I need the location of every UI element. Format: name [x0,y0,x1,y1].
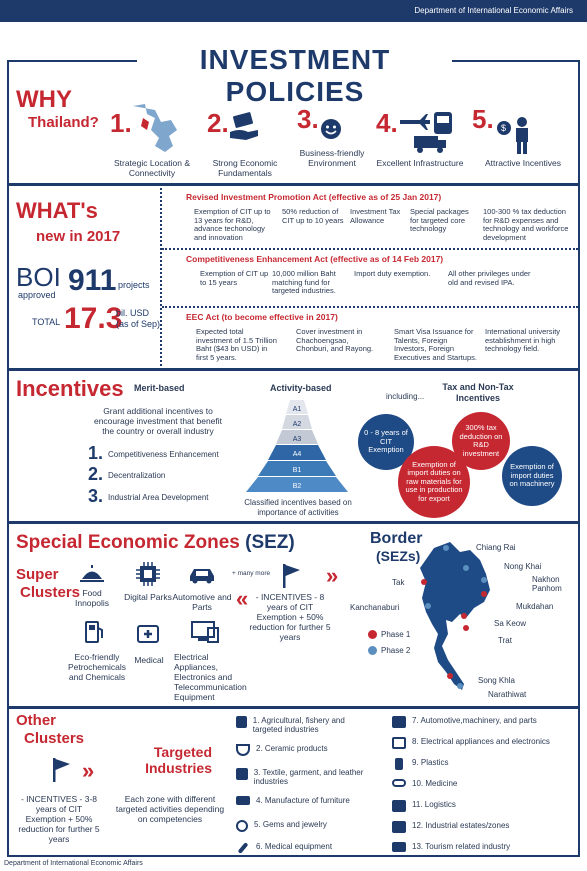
ring-icon [236,820,248,832]
pyramid-label-b1: B1 [292,467,302,474]
page-title: INVESTMENT POLICIES [199,44,391,107]
industry-label: 7. Automotive,machinery, and parts [412,716,537,725]
merit-num-3: 3. [88,486,104,506]
merit-num-2: 2. [88,464,104,484]
map-dot-mukdahan [481,591,487,597]
super-label: Super [16,566,59,583]
fish-plant-icon [236,716,247,728]
why-label-4: Excellent Infrastructure [376,158,464,168]
act-title-1: Revised Investment Promotion Act (effective as of 25 Jan 2017) [186,192,442,202]
industry-item [236,796,376,820]
phase2-label: Phase 2 [381,646,411,655]
act-1-cell-1: Exemption of CIT up to 13 years for R&D, advance techonology and innovation [194,207,271,242]
whats-subheading: new in 2017 [36,228,121,245]
map-dot-sa-keow [461,613,467,619]
truck-icon [392,800,406,812]
act-3-cell-2: Cover investment in Chachoengsao, Chonburi, and Rayong. [296,327,374,353]
industry-label: 13. Tourism related industry [412,842,511,851]
svg-text:$: $ [501,123,507,133]
bottle-icon [395,758,403,770]
pill-icon [392,779,406,787]
act-3-cell-1: Expected total investment of 1.5 Trillion Baht ($43 bn USD) in first 5 years. [196,327,277,362]
beach-icon [392,842,406,852]
transport-icon [398,110,464,154]
whats-heading: WHAT's [16,198,98,223]
industry-label: 5. Gems and jewelry [254,820,327,829]
phase1-label: Phase 1 [381,630,411,639]
act-divider-1 [162,248,578,250]
border-title: Border [370,530,423,547]
why-num-1: 1. [110,108,132,138]
header-bar [0,0,587,22]
industries-left-list [236,716,376,864]
industry-item [392,842,578,863]
industry-item [392,821,578,842]
act-2-cell-3: Import duty exemption. [354,269,431,278]
total-unit: bil. USD (as of Sep) [116,308,161,329]
industry-label: 11. Logistics [412,800,456,809]
header-org: Department of International Economic Affairs [414,6,573,15]
activity-pyramid [232,398,362,494]
bowl-icon [236,744,250,756]
targeted-title: Targeted Industries [145,744,212,776]
sez-heading [16,532,295,554]
industry-label: 9. Plastics [412,758,449,767]
circle-rd-text: 300% tax deduction on R&D investment [459,423,503,458]
act-divider-2 [162,306,578,308]
projects-value: 911 [68,264,117,297]
whats-vertical-divider [160,188,162,366]
act-3-cell-3: Smart Visa Issuance for Talents, Foreign Investors, Foreign Executives and Startups. [394,327,477,362]
pyramid-label-a3: A3 [292,436,302,443]
chevron-right-icon: » [82,758,95,783]
industry-item [236,716,376,740]
sofa-icon [236,796,250,805]
projects-label: projects [118,280,150,290]
location-song-khla: Song Khla [478,676,515,685]
divider-2 [9,368,578,371]
why-subheading: Thailand? [28,114,99,131]
industry-label: 1. Agricultural, fishery and targeted industries [252,716,345,734]
industry-label: 8. Electrical appliances and electronics [412,737,550,746]
total-value: 17.3 [64,302,123,335]
map-dot-kanchanaburi [425,603,431,609]
computer-icon [190,620,220,646]
other-subheading: Clusters [24,730,85,747]
chip-icon [136,562,160,586]
car-icon [188,566,216,584]
act-3-cell-4: International university establishment in high technology field. [485,327,561,353]
syringe-icon [238,842,249,854]
sez-incentive-text: - INCENTIVES - 8 years of CIT Exemption + 50% reduction for further 5 years [249,592,331,642]
money-bag-person-icon [496,116,536,156]
merit-desc: Grant additional incentives to encourage investment that benefit the country or overall industry [93,406,223,436]
merit-item-3: Industrial Area Development [108,493,209,502]
merit-num-1: 1. [88,443,104,463]
pyramid-label-a1: A1 [292,406,302,413]
circle-raw-text: Exemption of import duties on raw materials for use in production for export [405,459,463,503]
divider-3 [9,521,578,524]
shirt-icon [236,768,248,780]
act-2-cell-4: All other privileges under old and revised IPA. [448,269,531,287]
map-dot-narathiwat [457,683,463,689]
money-hand-icon [228,112,262,142]
industry-label: 10. Medicine [412,779,458,788]
location-mukdahan: Mukdahan [516,602,554,611]
medkit-icon [136,622,160,644]
industry-label: 4. Manufacture of furniture [256,796,350,805]
act-1-cell-2: 50% reduction of CIT up to 10 years [282,207,344,225]
location-chiang-rai: Chiang Rai [476,543,516,552]
industry-item [236,842,376,864]
act-title-3: EEC Act (to become effective in 2017) [186,312,338,322]
divider-4 [9,706,578,709]
many-more-label: + many more [232,570,271,577]
industry-item [392,716,578,737]
location-trat: Trat [498,636,512,645]
industry-item [392,800,578,821]
phase1-dot [368,630,377,639]
phase2-dot [368,646,377,655]
location-nong-khai: Nong Khai [504,562,542,571]
pyramid-label-a4: A4 [292,451,302,458]
border-sub: (SEZs) [376,548,421,564]
merit-title: Merit-based [134,383,185,393]
activity-title: Activity-based [270,383,332,393]
map-dot-nong-khai [463,565,469,571]
targeted-desc: Each zone with different targeted activities depending on competencies [115,794,225,824]
industry-item [236,820,376,842]
other-incentive-text: - INCENTIVES - 3-8 years of CIT Exemption + 50% reduction for further 5 years [18,794,100,844]
super-label-petro: Eco-friendly Petrochemicals and Chemicals [67,652,127,682]
super-label-medical: Medical [134,655,164,665]
other-heading: Other [16,712,57,729]
sez-heading-text: Special Economic Zones [16,532,240,553]
total-label: TOTAL [32,317,61,327]
chevron-right-icon: » [326,563,339,588]
map-dot-tak [421,579,427,585]
industries-right-list [392,716,578,863]
why-label-2: Strong Economic Fundamentals [212,158,278,178]
act-2-cell-2: 10,000 million Baht matching fund for targeted industries. [272,269,336,295]
tax-title: Tax and Non-Tax Incentives [442,382,514,403]
industry-label: 6. Medical equipment [256,842,333,851]
why-label-1: Strategic Location & Connectivity [113,158,191,178]
act-title-2: Competitiveness Enhancement Act (effective as of 14 Feb 2017) [186,254,444,264]
sez-abbr: (SEZ) [245,532,295,553]
location-sa-keow: Sa Keow [494,619,527,628]
chevron-left-icon: « [236,586,249,611]
divider-1 [9,183,578,186]
footer-org: Department of International Economic Affairs [4,860,143,867]
factory-icon [392,821,406,833]
incentives-heading: Incentives [16,376,124,401]
why-num-3: 3. [297,104,319,134]
why-label-5: Attractive Incentives [484,158,562,168]
approved-label: approved [18,290,56,300]
act-1-cell-4: Special packages for targeted core technology [410,207,469,233]
why-num-5: 5. [472,104,494,134]
car-icon [392,716,406,728]
industry-label: 3. Textile, garment, and leather industries [253,768,364,786]
smiley-icon [320,118,342,140]
super-label-auto: Automotive and Parts [172,592,232,612]
act-2-cell-1: Exemption of CIT up to 15 years [200,269,269,287]
location-nakhon-panhom: Nakhon Panhom [532,575,562,593]
monitor-icon [392,737,406,749]
why-label-3: Business-friendly Environment [299,148,365,168]
industry-item [236,768,376,792]
flag-icon [50,756,72,784]
act-1-cell-3: Investment Tax Allowance [350,207,401,225]
industry-label: 2. Ceramic products [256,744,328,753]
map-dot-song-khla [447,673,453,679]
super-label-digital: Digital Parks [124,592,172,602]
why-heading: WHY [16,86,72,113]
map-icon [125,100,185,160]
boi-label: BOI [16,262,61,292]
industry-item [392,737,578,758]
location-kanchanaburi: Kanchanaburi [350,603,400,612]
fuel-icon [84,620,104,644]
cloche-icon [78,562,106,584]
act-1-cell-5: 100-300 % tax deduction for R&D expenses and technology and workforce development [483,207,569,242]
merit-item-2: Decentralization [108,471,166,480]
flag-icon [280,562,302,590]
super-label-food: Food Innopolis [74,588,110,608]
location-tak: Tak [392,578,405,587]
pyramid-label-b2: B2 [292,483,302,490]
circle-raw-materials [398,446,470,518]
location-narathiwat: Narathiwat [488,690,527,699]
activity-caption: Classified incentives based on importance of activities [244,498,352,517]
map-dot-nakhon-panhom [481,577,487,583]
pyramid-label-a2: A2 [292,421,302,428]
why-num-4: 4. [376,108,398,138]
circle-machinery-text: Exemption of import duties on machinery [509,462,555,489]
industry-label: 12. Industrial estates/zones [412,821,510,830]
industry-item [392,758,578,779]
super-label-electrical: Electrical Appliances, Electronics and Telecommunication Equipment [174,652,247,702]
circle-cit-text: 0 - 8 years of CIT Exemption [364,428,408,455]
circle-machinery [502,446,562,506]
why-num-2: 2. [207,108,229,138]
including-label: including... [386,392,425,401]
map-dot-trat [463,625,469,631]
industry-item [236,744,376,768]
industry-item [392,779,578,800]
clusters-label: Clusters [20,584,81,601]
merit-item-1: Competitiveness Enhancement [108,450,219,459]
map-dot-chiang-rai [443,545,449,551]
